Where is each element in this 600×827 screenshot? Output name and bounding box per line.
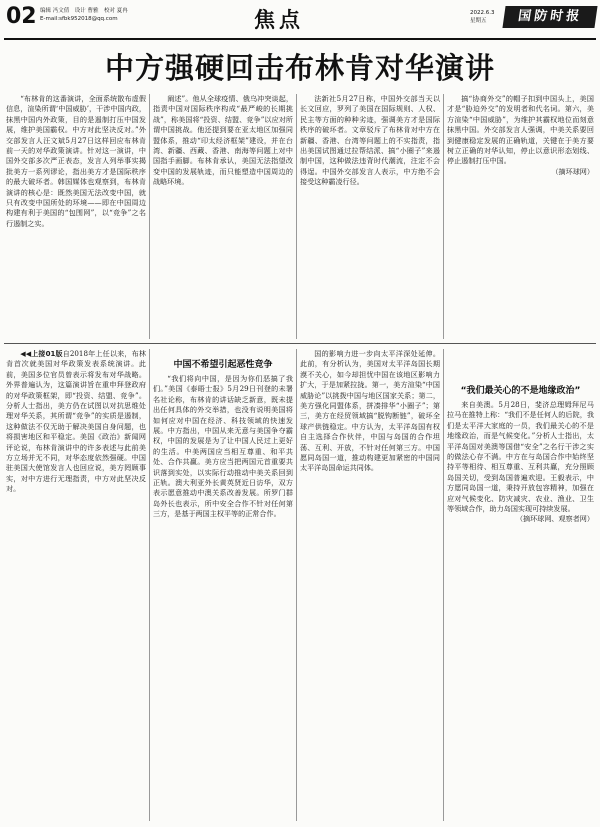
- column-divider: [443, 94, 444, 339]
- column-divider: [149, 349, 150, 821]
- column-divider: [296, 94, 297, 339]
- continued-label: ◀◀上接01版: [20, 350, 63, 358]
- article-top-col-1: [6, 94, 146, 339]
- section-title: 焦点: [254, 7, 304, 32]
- paragraph: 搞“协商外交”的帽子扣到中国头上，美国才是“胁迫外交”的发明者和代名词。第六，美方渲染“中国威胁”，为维护其霸权地位而刻意抹黑中国。外交部发言人强调，中美关系要回到健康稳定发展的正确轨道，关键在于美方要树立正确的对华认知，停止以意识形态划线、停止遏制打压中国。: [447, 94, 594, 166]
- paragraph: 国的影响力进一步向太平洋深处延伸。此前，有分析认为，美国对太平洋岛国长期漠不关心，如今却担忧中国在该地区影响力扩大，于是加紧拉拢。第一，美方渲染“中国威胁论”以挑拨中国与地区国家关系；第二，美方强化同盟体系，拼凑排华“小圈子”；第三，美方在经贸领域搞“脱钩断链”，破坏全球产供链稳定。中方认为，太平洋岛国有权自主选择合作伙伴，中国与岛国的合作坦荡、互利、开放，不针对任何第三方。中国愿同岛国一道，推动构建更加紧密的中国同太平洋岛国命运共同体。: [300, 349, 440, 473]
- paragraph: “我们将向中国，是因为你们恶搞了我们。”美国《泰晤士报》5月29日刊登的未署名社论称，布林肯的讲话缺乏新意，既未提出任何具体的外交举措，也没有说明美国将如何应对中国在经济、科技领域的快速发展。中方指出，中国从来无意与美国争夺霸权，中国的发展是为了让中国人民过上更好的生活。中美两国应当相互尊重、和平共处、合作共赢。美方应当把两国元首重要共识落到实处，以实际行动推动中美关系回到正轨。澳大利亚外长黄英贤近日访华，双方表示愿意推动中澳关系改善发展。所罗门群岛外长也表示，所中安全合作不针对任何第三方，是基于两国主权平等的正常合作。: [153, 374, 293, 519]
- byline: （摘环球网）: [551, 166, 594, 176]
- column-divider: [443, 349, 444, 821]
- subheading-2: “我们最关心的不是地缘政治”: [460, 386, 581, 396]
- paragraph: 来自美澳。5月28日，斐济总理姆拜尼马拉马在推特上称：“我们不是任何人的后院，我们是太平洋大家庭的一员，我们最关心的不是地缘政治，而是气候变化。”分析人士指出，太平洋岛国对美澳等国借“安全”之名行干涉之实的做法心存不满。中方在与岛国合作中始终坚持平等相待、相互尊重、互利共赢，充分照顾岛国关切，受到岛国普遍欢迎。王毅表示，中方愿同岛国一道，秉持开放包容精神，加强在应对气候变化、防灾减灾、农业、渔业、卫生等领域合作，助力岛国实现可持续发展。: [447, 400, 594, 514]
- subheading-1: 中国不希望引起恶性竞争: [173, 360, 273, 370]
- paragraph: 自2018年上任以来，布林肯首次就美国对华政策发表系统演讲。此前，美国多位官员曾表示将发布对华战略。外界普遍认为，这篇演讲旨在重申拜登政府的对华政策框架，即“投资、结盟、竞争”。分析人士指出，美方仍在试图以对抗思维处理对华关系，其所谓“竞争”的实质是遏制，这种做法不仅无助于解决美国自身问题，也将损害地区和平稳定。美国《政治》新闻网评论说，布林肯演讲中的许多表述与此前美方立场并无不同，对华态度依然强硬。中国驻美国大使馆发言人也回应说，美方罔顾事实，对中方进行无理指责，中方对此坚决反对。: [6, 349, 146, 494]
- newspaper-logo: 国防时报: [502, 6, 597, 28]
- paragraph: 法新社5月27日称，中国外交部当天以长文回应，罗列了美国在国际规则、人权、民主等方面的种种劣迹，强调美方才是国际秩序的破坏者。文章驳斥了布林肯对中方在新疆、香港、台湾等问题上的不实指责，指出美国试图通过拉帮结派、搞“小圈子”来遏制中国，这种做法违背时代潮流，注定不会得逞。中国外交部发言人表示，中方绝不会接受这种霸凌行径。: [300, 94, 440, 187]
- article-bottom-col-2: [153, 374, 293, 821]
- page-number: 02: [6, 4, 37, 29]
- paragraph: “布林肯的这番演讲，全面系统散布虚假信息，渲染所谓‘中国威胁’，干涉中国内政，抹黑中国内外政策，目的是遏制打压中国发展，维护美国霸权。中方对此坚决反对。”外交部发言人汪文斌5月27日这样回应布林肯前一天的对华政策演讲。针对这一演讲，中国外交部多次严正表态，发言人列举事实揭批美方一系列谬论，指出美方才是国际秩序的最大破坏者。韩国媒体也观察到，布林肯演讲的核心是：既然美国无法改变中国，就只有改变中国所处的环境——即在中国周边构建有利于美国的“包围网”，以“竞争”之名行遏制之实。: [6, 94, 146, 228]
- issue-date: [470, 9, 495, 25]
- byline: （摘环球网、观察者网）: [515, 514, 594, 524]
- column-divider: [149, 94, 150, 339]
- article-bottom-col-3: [300, 349, 440, 821]
- editor-line: 编辑 冯文倩 设计 曹雅 校对 夏冉: [40, 8, 128, 14]
- issue-weekday-line: 星期五: [470, 18, 487, 24]
- article-top-col-2: [153, 94, 293, 339]
- article-top-col-4: [447, 94, 594, 339]
- email-line: E-mail:sfbk952018@qq.com: [40, 16, 118, 22]
- article-bottom-col-4: [447, 400, 594, 821]
- issue-date-line: 2022.6.3: [470, 10, 495, 16]
- article-bottom-col-1: [6, 349, 146, 821]
- paragraph: 阐述”。他从全球疫情、俄乌冲突谈起，指责中国对国际秩序构成“最严峻的长期挑战”，称美国将“投资、结盟、竞争”以应对所谓中国挑战。他还提到要在亚太地区加强同盟体系，推动“印太经济框架”建设，并在台湾、新疆、西藏、香港、南海等问题上对中国指手画脚。布林肯承认，美国无法指望改变中国的发展轨迹，而只能塑造中国周边的战略环境。: [153, 94, 293, 187]
- masthead: [4, 4, 596, 38]
- masthead-rule: [4, 38, 596, 40]
- editor-info: [40, 7, 128, 23]
- article-top-col-3: [300, 94, 440, 339]
- section-divider: [4, 343, 596, 344]
- headline: 中方强硬回击布林肯对华演讲: [104, 51, 495, 85]
- column-divider: [296, 349, 297, 821]
